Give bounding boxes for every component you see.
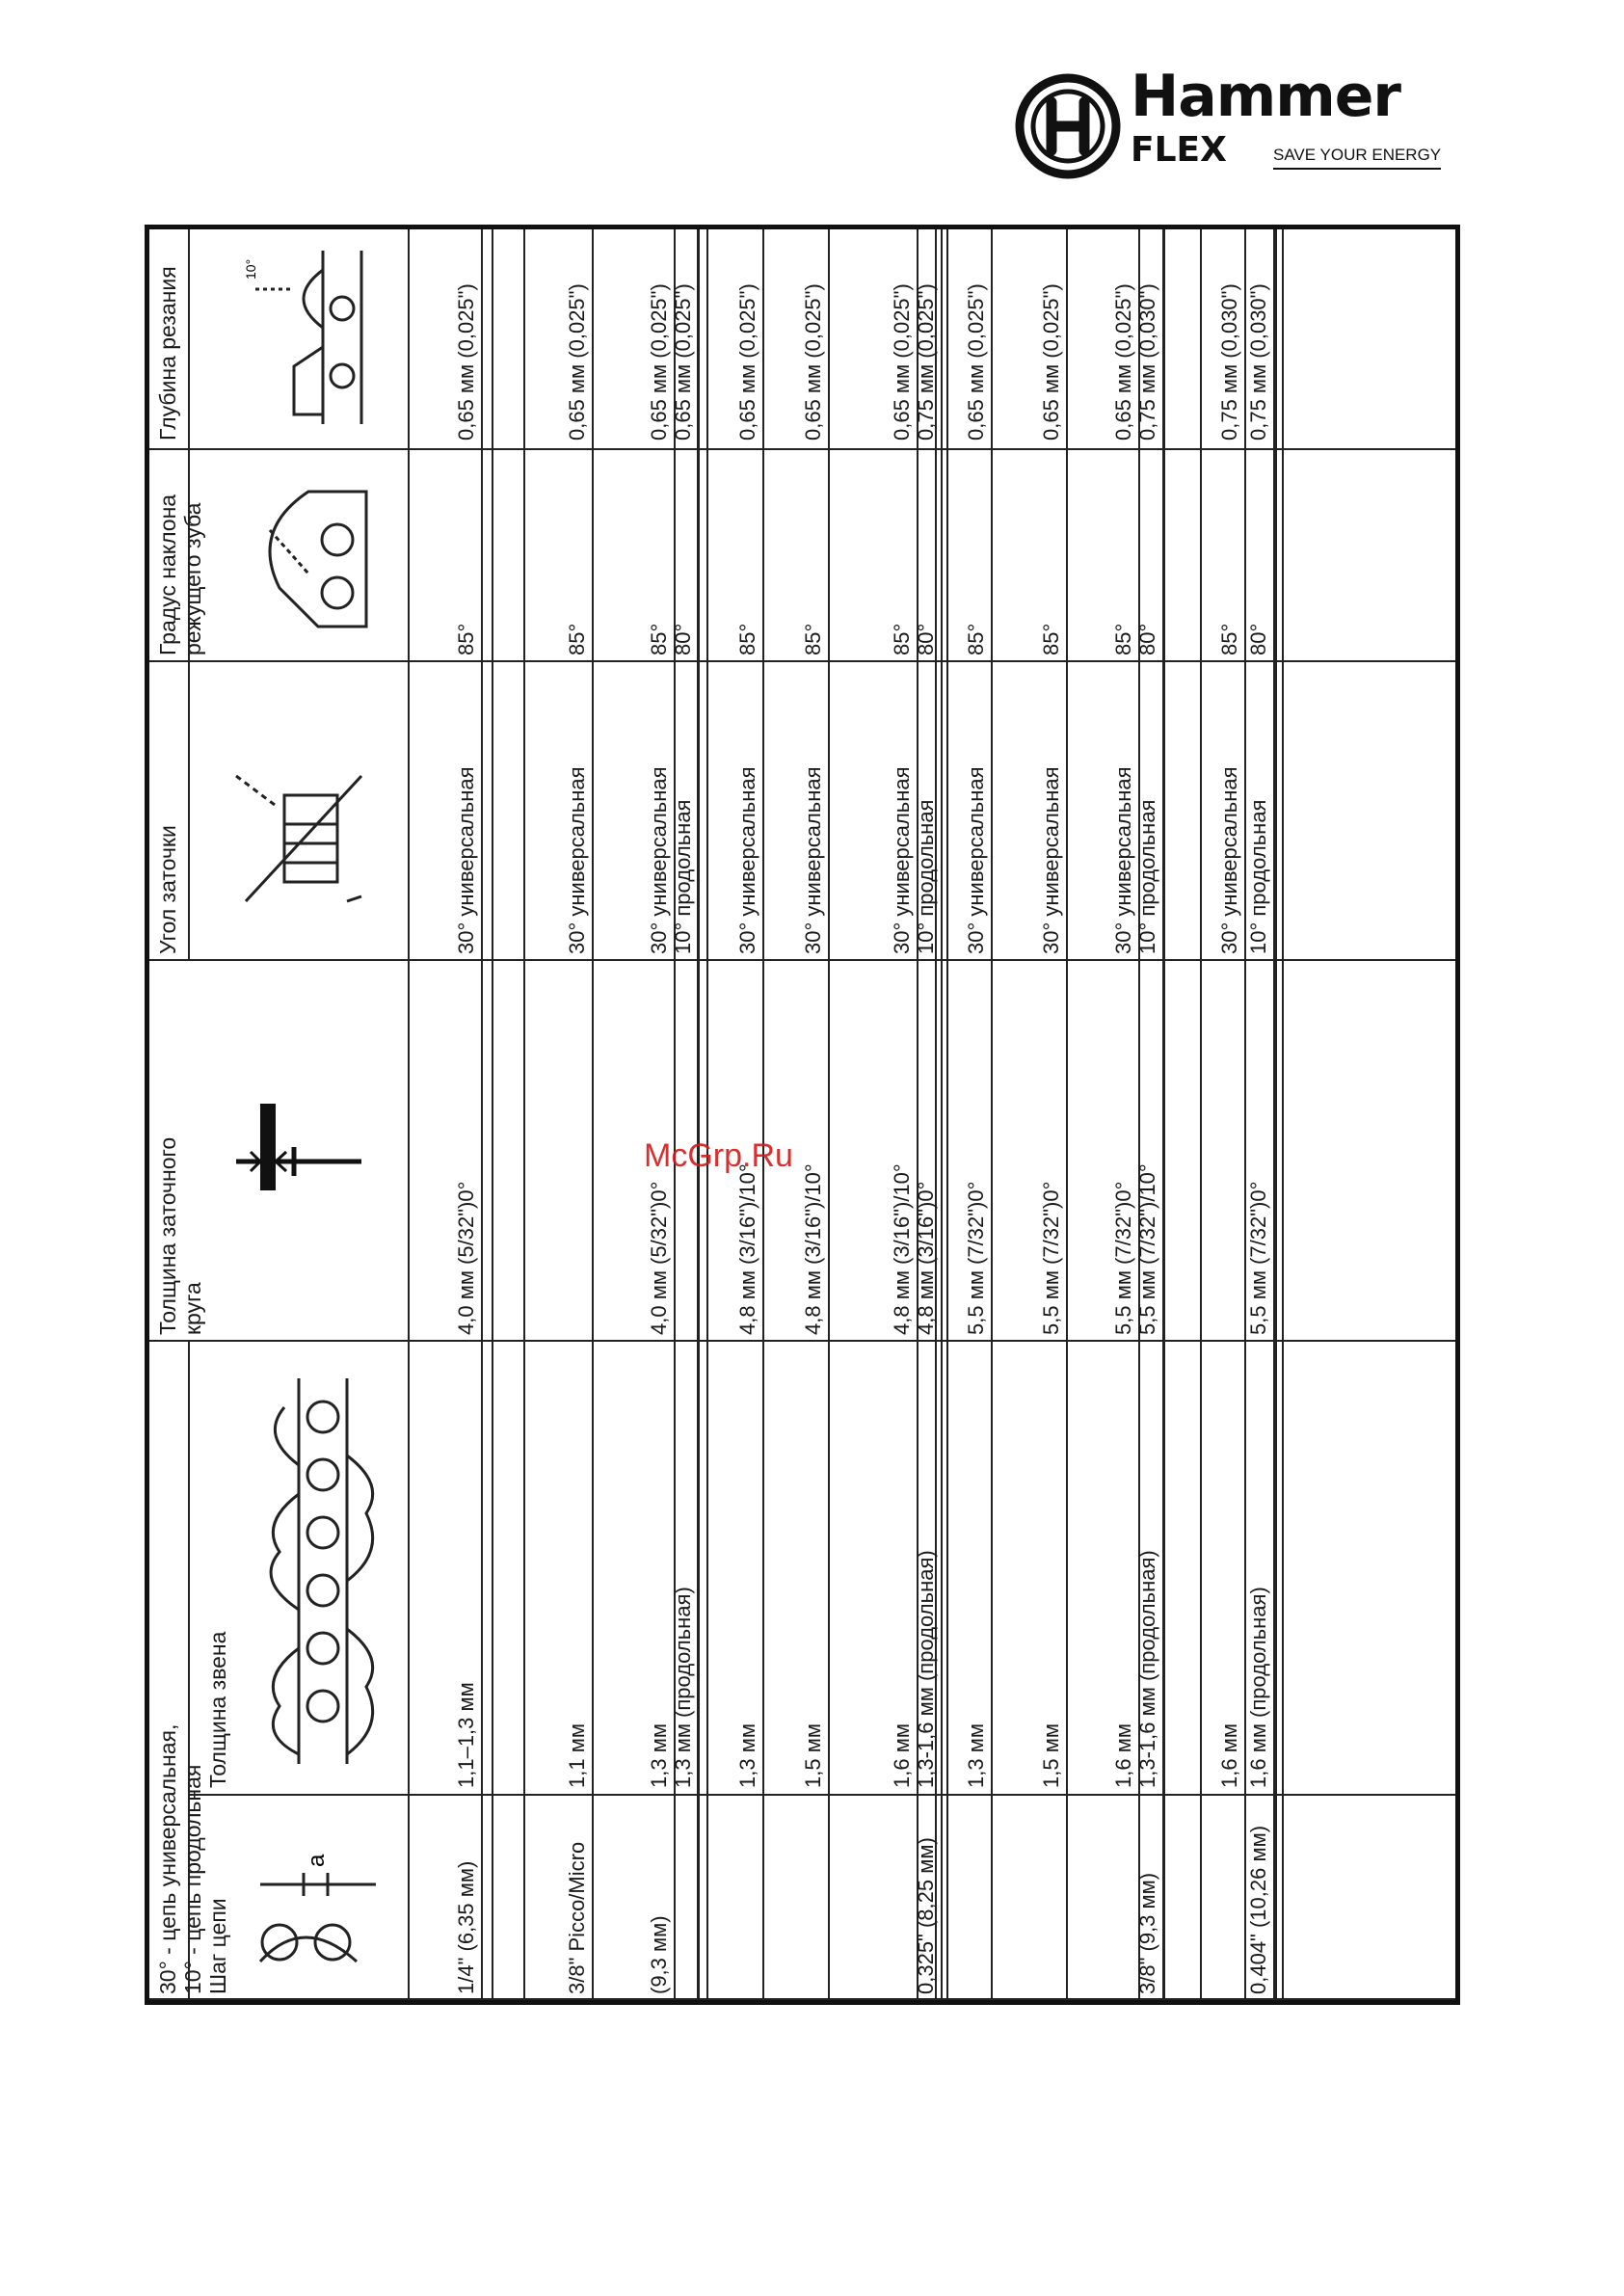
cell-depth: 0,75 мм (0,030") (1217, 283, 1241, 441)
cell-angle: 30° универсальная (1039, 766, 1063, 954)
cell-pitch: 1/4" (6,35 мм) (454, 1860, 478, 1994)
cell-depth: 0,65 мм (0,025") (1039, 283, 1063, 441)
cell-file: 4,8 мм (3/16")/10° (801, 1163, 825, 1335)
cell-tooth: 85° (735, 623, 759, 655)
column-rule (408, 959, 1455, 961)
cell-angle: 30° универсальная (801, 766, 825, 954)
cell-angle: 30° универсальная (565, 766, 589, 954)
cell-tooth: 85° (801, 623, 825, 655)
cell-depth: 0,75 мм (0,025") (914, 283, 938, 441)
header-gauge: Толщина звена (205, 1631, 230, 1788)
cell-gauge: 1,3 мм (964, 1723, 988, 1788)
cell-depth: 0,65 мм (0,025") (1111, 283, 1135, 441)
depth-gauge-sketch-icon (226, 241, 381, 434)
cell-angle: 30° универсальная (647, 766, 671, 954)
cell-tooth: 80° (671, 623, 695, 655)
cell-file: 5,5 мм (7/32")0° (1111, 1181, 1135, 1335)
cell-angle: 30° универсальная (735, 766, 759, 954)
row-rule (1273, 229, 1275, 2000)
row-rule (1066, 229, 1068, 2000)
column-rule (408, 448, 1455, 450)
column-rule (408, 660, 1455, 662)
column-rule (408, 1340, 1455, 1342)
cell-angle: 10° продольная (1246, 799, 1270, 954)
cell-pitch: 0,404" (10,26 мм) (1246, 1825, 1270, 1994)
cell-depth: 0,65 мм (0,025") (735, 283, 759, 441)
cell-depth: 0,65 мм (0,025") (964, 283, 988, 441)
group-separator (1275, 229, 1277, 2000)
brand-sub: FLEX (1131, 130, 1227, 170)
header-depth: Глубина резания (155, 266, 180, 441)
cell-pitch: 0,325" (8,25 мм) (914, 1837, 938, 1994)
group-separator (523, 229, 525, 2000)
watermark-text: McGrp.Ru (644, 1137, 793, 1174)
cell-tooth: 85° (647, 623, 671, 655)
cell-gauge: 1,6 мм (1217, 1723, 1241, 1788)
cell-angle: 30° универсальная (454, 766, 478, 954)
cell-file: 5,5 мм (7/32")0° (1039, 1181, 1063, 1335)
depth-angle-mark: 10° (243, 258, 258, 280)
hammer-emblem-icon (1015, 73, 1121, 179)
brand-tagline: SAVE YOUR ENERGY (1273, 146, 1441, 170)
cell-file: 4,8 мм (3/16")/10° (735, 1163, 759, 1335)
group-separator (1200, 229, 1202, 2000)
chain-links-sketch-icon (241, 1369, 395, 1774)
header-angle: Угол заточки (155, 825, 180, 954)
cell-file: 4,8 мм (3/16")/10° (890, 1163, 914, 1335)
cell-gauge: 1,5 мм (801, 1723, 825, 1788)
cell-depth: 0,65 мм (0,025") (890, 283, 914, 441)
cell-angle: 30° универсальная (890, 766, 914, 954)
cell-gauge: 1,3 мм (продольная) (671, 1587, 695, 1788)
cell-angle: 10° продольная (1135, 799, 1159, 954)
cell-tooth: 80° (1135, 623, 1159, 655)
column-rule (408, 1794, 1455, 1796)
cell-gauge: 1,6 мм (продольная) (1246, 1587, 1270, 1788)
cell-tooth: 85° (890, 623, 914, 655)
cell-gauge: 1,1 мм (565, 1723, 589, 1788)
cell-file: 5,5 мм (7/32")/10° (1135, 1163, 1159, 1335)
row-rule (762, 229, 764, 2000)
row-rule (1162, 229, 1164, 2000)
cell-tooth: 85° (1111, 623, 1135, 655)
cell-tooth: 85° (964, 623, 988, 655)
cell-depth: 0,65 мм (0,025") (671, 283, 695, 441)
chain-spec-table (149, 229, 1455, 2000)
cell-gauge: 1,3 мм (647, 1723, 671, 1788)
cell-depth: 0,65 мм (0,025") (454, 283, 478, 441)
cell-angle: 30° универсальная (1111, 766, 1135, 954)
cell-angle: 10° продольная (671, 799, 695, 954)
cell-tooth: 85° (565, 623, 589, 655)
header-chain-type-note: 30° - цепь универсальная, 10° - цепь продольная (155, 1723, 206, 1994)
cell-tooth: 80° (914, 623, 938, 655)
cell-file: 4,0 мм (5/32")0° (647, 1181, 671, 1335)
row-rule (991, 229, 993, 2000)
cell-gauge: 1,3-1,6 мм (продольная) (914, 1550, 938, 1788)
row-rule (698, 229, 700, 2000)
spec-table-frame (145, 225, 1460, 2005)
sharpening-angle-sketch-icon (217, 747, 381, 921)
header-rule (408, 229, 410, 2000)
cell-tooth: 85° (1039, 623, 1063, 655)
cell-gauge: 1,5 мм (1039, 1723, 1063, 1788)
cell-file: 4,0 мм (5/32")0° (454, 1181, 478, 1335)
cell-file: 5,5 мм (7/32")0° (964, 1181, 988, 1335)
cell-pitch: 3/8" Picco/Micro (565, 1841, 589, 1994)
row-rule (481, 229, 483, 2000)
cell-depth: 0,75 мм (0,030") (1135, 283, 1159, 441)
cell-gauge: 1,1–1,3 мм (454, 1682, 478, 1788)
cell-angle: 30° универсальная (1217, 766, 1241, 954)
cell-file: 5,5 мм (7/32")0° (1246, 1181, 1270, 1335)
cell-tooth: 80° (1246, 623, 1270, 655)
cell-pitch: 3/8" (9,3 мм) (1135, 1872, 1159, 1994)
rotated-table (149, 229, 1455, 2000)
header-pitch: Шаг цепи (205, 1898, 230, 1994)
header-tooth-angle: Градус наклона режущего зуба (155, 494, 206, 655)
cell-gauge: 1,3 мм (735, 1723, 759, 1788)
cell-depth: 0,75 мм (0,030") (1246, 283, 1270, 441)
cell-angle: 30° универсальная (964, 766, 988, 954)
cell-depth: 0,65 мм (0,025") (647, 283, 671, 441)
row-rule (828, 229, 830, 2000)
brand-name: Hammer (1131, 63, 1401, 130)
row-rule (941, 229, 943, 2000)
cell-depth: 0,65 мм (0,025") (565, 283, 589, 441)
cell-tooth: 85° (454, 623, 478, 655)
tooth-angle-sketch-icon (231, 472, 390, 646)
cell-tooth: 85° (1217, 623, 1241, 655)
brand-logo (1015, 63, 1463, 179)
group-separator (1282, 229, 1284, 2000)
header-file: Толщина заточного круга (155, 1136, 206, 1335)
cell-file: 4,8 мм (3/16")0° (914, 1181, 938, 1335)
cell-gauge: 1,6 мм (890, 1723, 914, 1788)
cell-gauge: 1,6 мм (1111, 1723, 1135, 1788)
group-separator (492, 229, 493, 2000)
pitch-symbol: a (304, 1854, 330, 1867)
chain-pitch-sketch-icon (241, 1817, 386, 1981)
cell-depth: 0,65 мм (0,025") (801, 283, 825, 441)
file-thickness-sketch-icon (226, 1094, 371, 1210)
cell-gauge: 1,3-1,6 мм (продольная) (1135, 1550, 1159, 1788)
row-rule (592, 229, 594, 2000)
group-separator (706, 229, 708, 2000)
cell-angle: 10° продольная (914, 799, 938, 954)
group-separator (946, 229, 948, 2000)
cell-pitch: (9,3 мм) (647, 1915, 671, 1994)
